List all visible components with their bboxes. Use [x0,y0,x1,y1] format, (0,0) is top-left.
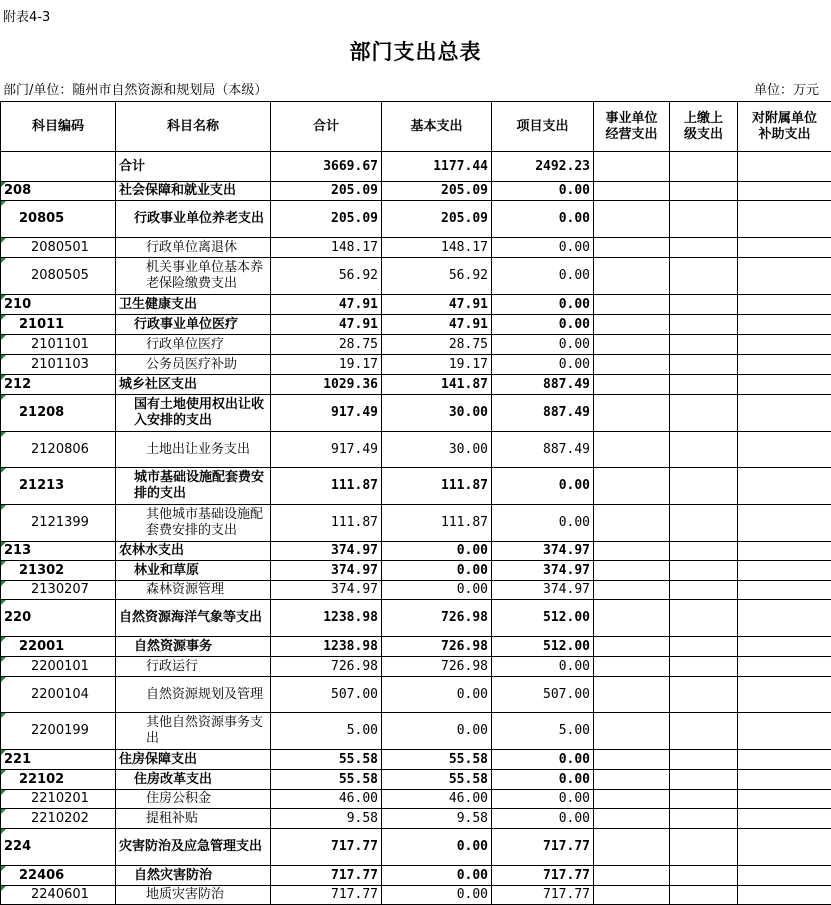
project-expense-cell: 0.00 [492,809,594,829]
subject-name-cell: 机关事业单位基本养老保险缴费支出 [116,258,271,295]
unit-label: 单位：万元 [754,79,819,98]
remit-superior-cell [670,295,738,315]
subject-code-cell: 2200101 [1,657,116,677]
remit-superior-cell [670,829,738,866]
total-cell: 3669.67 [271,152,382,182]
table-row [1,395,831,432]
subject-code-cell: 2210202 [1,809,116,829]
subject-code-cell: 20805 [1,201,116,238]
subject-name-cell: 土地出让业务支出 [116,432,271,468]
subject-name-cell: 森林资源管理 [116,581,271,600]
subject-name-cell: 自然资源规划及管理 [116,677,271,713]
business-expense-cell [594,258,670,295]
subject-code-cell [1,152,116,182]
subject-code-cell: 2200199 [1,713,116,750]
basic-expense-cell: 1177.44 [382,152,492,182]
total-cell: 19.17 [271,355,382,375]
table-row [1,809,831,829]
subsidiary-subsidy-cell [738,581,831,600]
remit-superior-cell [670,258,738,295]
basic-expense-cell: 726.98 [382,600,492,637]
table-row [1,295,831,315]
subject-code-cell: 224 [1,829,116,866]
subject-name-cell: 行政单位医疗 [116,335,271,355]
table-row [1,201,831,238]
basic-expense-cell: 0.00 [382,713,492,750]
business-expense-cell [594,677,670,713]
table-row [1,238,831,258]
total-cell: 47.91 [271,315,382,335]
subject-name-cell: 提租补贴 [116,809,271,829]
total-cell: 717.77 [271,829,382,866]
table-annex-note: 附表4-3 [3,6,50,25]
total-cell: 917.49 [271,395,382,432]
column-header: 合计 [271,102,382,152]
business-expense-cell [594,375,670,395]
subject-name-cell: 城市基础设施配套费安排的支出 [116,468,271,505]
table-row [1,677,831,713]
table-row [1,770,831,790]
basic-expense-cell: 205.09 [382,182,492,201]
subject-name-cell: 行政事业单位医疗 [116,315,271,335]
table-row [1,657,831,677]
basic-expense-cell: 19.17 [382,355,492,375]
remit-superior-cell [670,201,738,238]
total-cell: 111.87 [271,505,382,542]
subject-code-cell: 22406 [1,866,116,886]
total-cell: 726.98 [271,657,382,677]
business-expense-cell [594,770,670,790]
project-expense-cell: 374.97 [492,542,594,561]
table-row [1,152,831,182]
total-cell: 5.00 [271,713,382,750]
table-row [1,335,831,355]
business-expense-cell [594,657,670,677]
business-expense-cell [594,886,670,905]
subsidiary-subsidy-cell [738,677,831,713]
business-expense-cell [594,600,670,637]
department-label: 部门/单位：随州市自然资源和规划局（本级） [3,79,267,98]
subject-code-cell: 210 [1,295,116,315]
project-expense-cell: 887.49 [492,375,594,395]
total-cell: 148.17 [271,238,382,258]
subsidiary-subsidy-cell [738,829,831,866]
subsidiary-subsidy-cell [738,713,831,750]
table-row [1,713,831,750]
subsidiary-subsidy-cell [738,258,831,295]
table-row [1,182,831,201]
table-header-row [1,102,831,152]
project-expense-cell: 717.77 [492,829,594,866]
business-expense-cell [594,182,670,201]
subject-name-cell: 自然资源海洋气象等支出 [116,600,271,637]
subsidiary-subsidy-cell [738,657,831,677]
basic-expense-cell: 111.87 [382,505,492,542]
subject-name-cell: 卫生健康支出 [116,295,271,315]
business-expense-cell [594,637,670,657]
subject-code-cell: 212 [1,375,116,395]
remit-superior-cell [670,866,738,886]
business-expense-cell [594,355,670,375]
basic-expense-cell: 55.58 [382,750,492,770]
subsidiary-subsidy-cell [738,886,831,905]
project-expense-cell: 0.00 [492,295,594,315]
table-row [1,505,831,542]
subsidiary-subsidy-cell [738,866,831,886]
basic-expense-cell: 9.58 [382,809,492,829]
subject-code-cell: 221 [1,750,116,770]
table-row [1,790,831,809]
business-expense-cell [594,335,670,355]
project-expense-cell: 717.77 [492,866,594,886]
total-cell: 1029.36 [271,375,382,395]
table-row [1,637,831,657]
column-header: 基本支出 [382,102,492,152]
business-expense-cell [594,432,670,468]
remit-superior-cell [670,809,738,829]
basic-expense-cell: 30.00 [382,395,492,432]
subject-code-cell: 2120806 [1,432,116,468]
subject-name-cell: 其他城市基础设施配套费安排的支出 [116,505,271,542]
project-expense-cell: 0.00 [492,335,594,355]
subsidiary-subsidy-cell [738,468,831,505]
total-cell: 717.77 [271,886,382,905]
column-header: 上缴上 级支出 [670,102,738,152]
remit-superior-cell [670,600,738,637]
page-title: 部门支出总表 [0,36,831,66]
subject-code-cell: 22001 [1,637,116,657]
table-row [1,581,831,600]
subsidiary-subsidy-cell [738,152,831,182]
project-expense-cell: 0.00 [492,790,594,809]
business-expense-cell [594,866,670,886]
table-row [1,375,831,395]
table-row [1,432,831,468]
subsidiary-subsidy-cell [738,750,831,770]
subject-name-cell: 农林水支出 [116,542,271,561]
remit-superior-cell [670,505,738,542]
subsidiary-subsidy-cell [738,375,831,395]
subject-name-cell: 行政单位离退休 [116,238,271,258]
subject-name-cell: 自然灾害防治 [116,866,271,886]
project-expense-cell: 512.00 [492,637,594,657]
total-cell: 111.87 [271,468,382,505]
subsidiary-subsidy-cell [738,809,831,829]
basic-expense-cell: 0.00 [382,581,492,600]
subject-code-cell: 2101103 [1,355,116,375]
project-expense-cell: 0.00 [492,770,594,790]
project-expense-cell: 507.00 [492,677,594,713]
total-cell: 28.75 [271,335,382,355]
business-expense-cell [594,505,670,542]
subsidiary-subsidy-cell [738,637,831,657]
total-cell: 717.77 [271,866,382,886]
subject-code-cell: 22102 [1,770,116,790]
project-expense-cell: 0.00 [492,182,594,201]
subject-code-cell: 2130207 [1,581,116,600]
subsidiary-subsidy-cell [738,315,831,335]
business-expense-cell [594,581,670,600]
total-cell: 374.97 [271,542,382,561]
subsidiary-subsidy-cell [738,238,831,258]
basic-expense-cell: 726.98 [382,657,492,677]
subsidiary-subsidy-cell [738,505,831,542]
project-expense-cell: 0.00 [492,315,594,335]
basic-expense-cell: 47.91 [382,295,492,315]
subject-code-cell: 2210201 [1,790,116,809]
subsidiary-subsidy-cell [738,432,831,468]
table-row [1,561,831,581]
remit-superior-cell [670,637,738,657]
basic-expense-cell: 55.58 [382,770,492,790]
project-expense-cell: 0.00 [492,238,594,258]
subsidiary-subsidy-cell [738,561,831,581]
basic-expense-cell: 726.98 [382,637,492,657]
project-expense-cell: 887.49 [492,395,594,432]
project-expense-cell: 374.97 [492,561,594,581]
table-row [1,600,831,637]
subsidiary-subsidy-cell [738,335,831,355]
column-header: 科目名称 [116,102,271,152]
remit-superior-cell [670,315,738,335]
total-cell: 1238.98 [271,600,382,637]
table-row [1,258,831,295]
table-row [1,886,831,905]
subject-code-cell: 2200104 [1,677,116,713]
subject-name-cell: 合计 [116,152,271,182]
project-expense-cell: 0.00 [492,505,594,542]
subsidiary-subsidy-cell [738,600,831,637]
business-expense-cell [594,790,670,809]
subject-name-cell: 国有土地使用权出让收入安排的支出 [116,395,271,432]
business-expense-cell [594,238,670,258]
total-cell: 917.49 [271,432,382,468]
remit-superior-cell [670,561,738,581]
subject-code-cell: 2080501 [1,238,116,258]
basic-expense-cell: 0.00 [382,829,492,866]
business-expense-cell [594,750,670,770]
table-row [1,750,831,770]
basic-expense-cell: 0.00 [382,866,492,886]
remit-superior-cell [670,750,738,770]
subject-name-cell: 社会保障和就业支出 [116,182,271,201]
remit-superior-cell [670,581,738,600]
subsidiary-subsidy-cell [738,201,831,238]
basic-expense-cell: 0.00 [382,886,492,905]
remit-superior-cell [670,677,738,713]
project-expense-cell: 887.49 [492,432,594,468]
subject-code-cell: 208 [1,182,116,201]
basic-expense-cell: 141.87 [382,375,492,395]
total-cell: 205.09 [271,182,382,201]
total-cell: 205.09 [271,201,382,238]
total-cell: 9.58 [271,809,382,829]
business-expense-cell [594,201,670,238]
business-expense-cell [594,468,670,505]
business-expense-cell [594,542,670,561]
business-expense-cell [594,713,670,750]
total-cell: 1238.98 [271,637,382,657]
basic-expense-cell: 148.17 [382,238,492,258]
basic-expense-cell: 30.00 [382,432,492,468]
business-expense-cell [594,829,670,866]
total-cell: 507.00 [271,677,382,713]
subsidiary-subsidy-cell [738,770,831,790]
remit-superior-cell [670,182,738,201]
basic-expense-cell: 46.00 [382,790,492,809]
subsidiary-subsidy-cell [738,182,831,201]
project-expense-cell: 0.00 [492,355,594,375]
remit-superior-cell [670,886,738,905]
total-cell: 56.92 [271,258,382,295]
subject-code-cell: 21208 [1,395,116,432]
subsidiary-subsidy-cell [738,395,831,432]
remit-superior-cell [670,713,738,750]
business-expense-cell [594,295,670,315]
remit-superior-cell [670,657,738,677]
remit-superior-cell [670,238,738,258]
basic-expense-cell: 56.92 [382,258,492,295]
subject-name-cell: 住房保障支出 [116,750,271,770]
subject-name-cell: 公务员医疗补助 [116,355,271,375]
business-expense-cell [594,561,670,581]
table-row [1,866,831,886]
remit-superior-cell [670,468,738,505]
project-expense-cell: 512.00 [492,600,594,637]
basic-expense-cell: 0.00 [382,542,492,561]
column-header: 科目编码 [1,102,116,152]
total-cell: 55.58 [271,750,382,770]
column-header: 事业单位 经营支出 [594,102,670,152]
table-row [1,468,831,505]
remit-superior-cell [670,335,738,355]
project-expense-cell: 2492.23 [492,152,594,182]
remit-superior-cell [670,355,738,375]
remit-superior-cell [670,395,738,432]
subject-code-cell: 2080505 [1,258,116,295]
subject-name-cell: 行政运行 [116,657,271,677]
table-row [1,829,831,866]
basic-expense-cell: 0.00 [382,677,492,713]
total-cell: 374.97 [271,561,382,581]
basic-expense-cell: 205.09 [382,201,492,238]
total-cell: 374.97 [271,581,382,600]
subject-code-cell: 2121399 [1,505,116,542]
business-expense-cell [594,152,670,182]
subsidiary-subsidy-cell [738,542,831,561]
subject-code-cell: 21302 [1,561,116,581]
column-header: 项目支出 [492,102,594,152]
table-row [1,542,831,561]
subject-code-cell: 213 [1,542,116,561]
total-cell: 46.00 [271,790,382,809]
business-expense-cell [594,315,670,335]
subsidiary-subsidy-cell [738,295,831,315]
remit-superior-cell [670,375,738,395]
subsidiary-subsidy-cell [738,790,831,809]
subject-name-cell: 地质灾害防治 [116,886,271,905]
business-expense-cell [594,809,670,829]
basic-expense-cell: 111.87 [382,468,492,505]
subject-name-cell: 其他自然资源事务支出 [116,713,271,750]
expenditure-table [0,101,831,905]
table-row [1,355,831,375]
total-cell: 55.58 [271,770,382,790]
total-cell: 47.91 [271,295,382,315]
project-expense-cell: 5.00 [492,713,594,750]
subject-name-cell: 城乡社区支出 [116,375,271,395]
project-expense-cell: 0.00 [492,657,594,677]
remit-superior-cell [670,432,738,468]
subject-code-cell: 2240601 [1,886,116,905]
remit-superior-cell [670,790,738,809]
project-expense-cell: 374.97 [492,581,594,600]
project-expense-cell: 0.00 [492,468,594,505]
subject-name-cell: 林业和草原 [116,561,271,581]
project-expense-cell: 0.00 [492,750,594,770]
business-expense-cell [594,395,670,432]
remit-superior-cell [670,542,738,561]
subject-code-cell: 21011 [1,315,116,335]
basic-expense-cell: 47.91 [382,315,492,335]
remit-superior-cell [670,152,738,182]
subject-name-cell: 行政事业单位养老支出 [116,201,271,238]
subject-code-cell: 2101101 [1,335,116,355]
subject-code-cell: 220 [1,600,116,637]
column-header: 对附属单位 补助支出 [738,102,831,152]
basic-expense-cell: 0.00 [382,561,492,581]
subject-name-cell: 灾害防治及应急管理支出 [116,829,271,866]
subject-code-cell: 21213 [1,468,116,505]
project-expense-cell: 0.00 [492,258,594,295]
subject-name-cell: 住房公积金 [116,790,271,809]
subsidiary-subsidy-cell [738,355,831,375]
subject-name-cell: 住房改革支出 [116,770,271,790]
project-expense-cell: 0.00 [492,201,594,238]
basic-expense-cell: 28.75 [382,335,492,355]
remit-superior-cell [670,770,738,790]
table-row [1,315,831,335]
subject-name-cell: 自然资源事务 [116,637,271,657]
project-expense-cell: 717.77 [492,886,594,905]
